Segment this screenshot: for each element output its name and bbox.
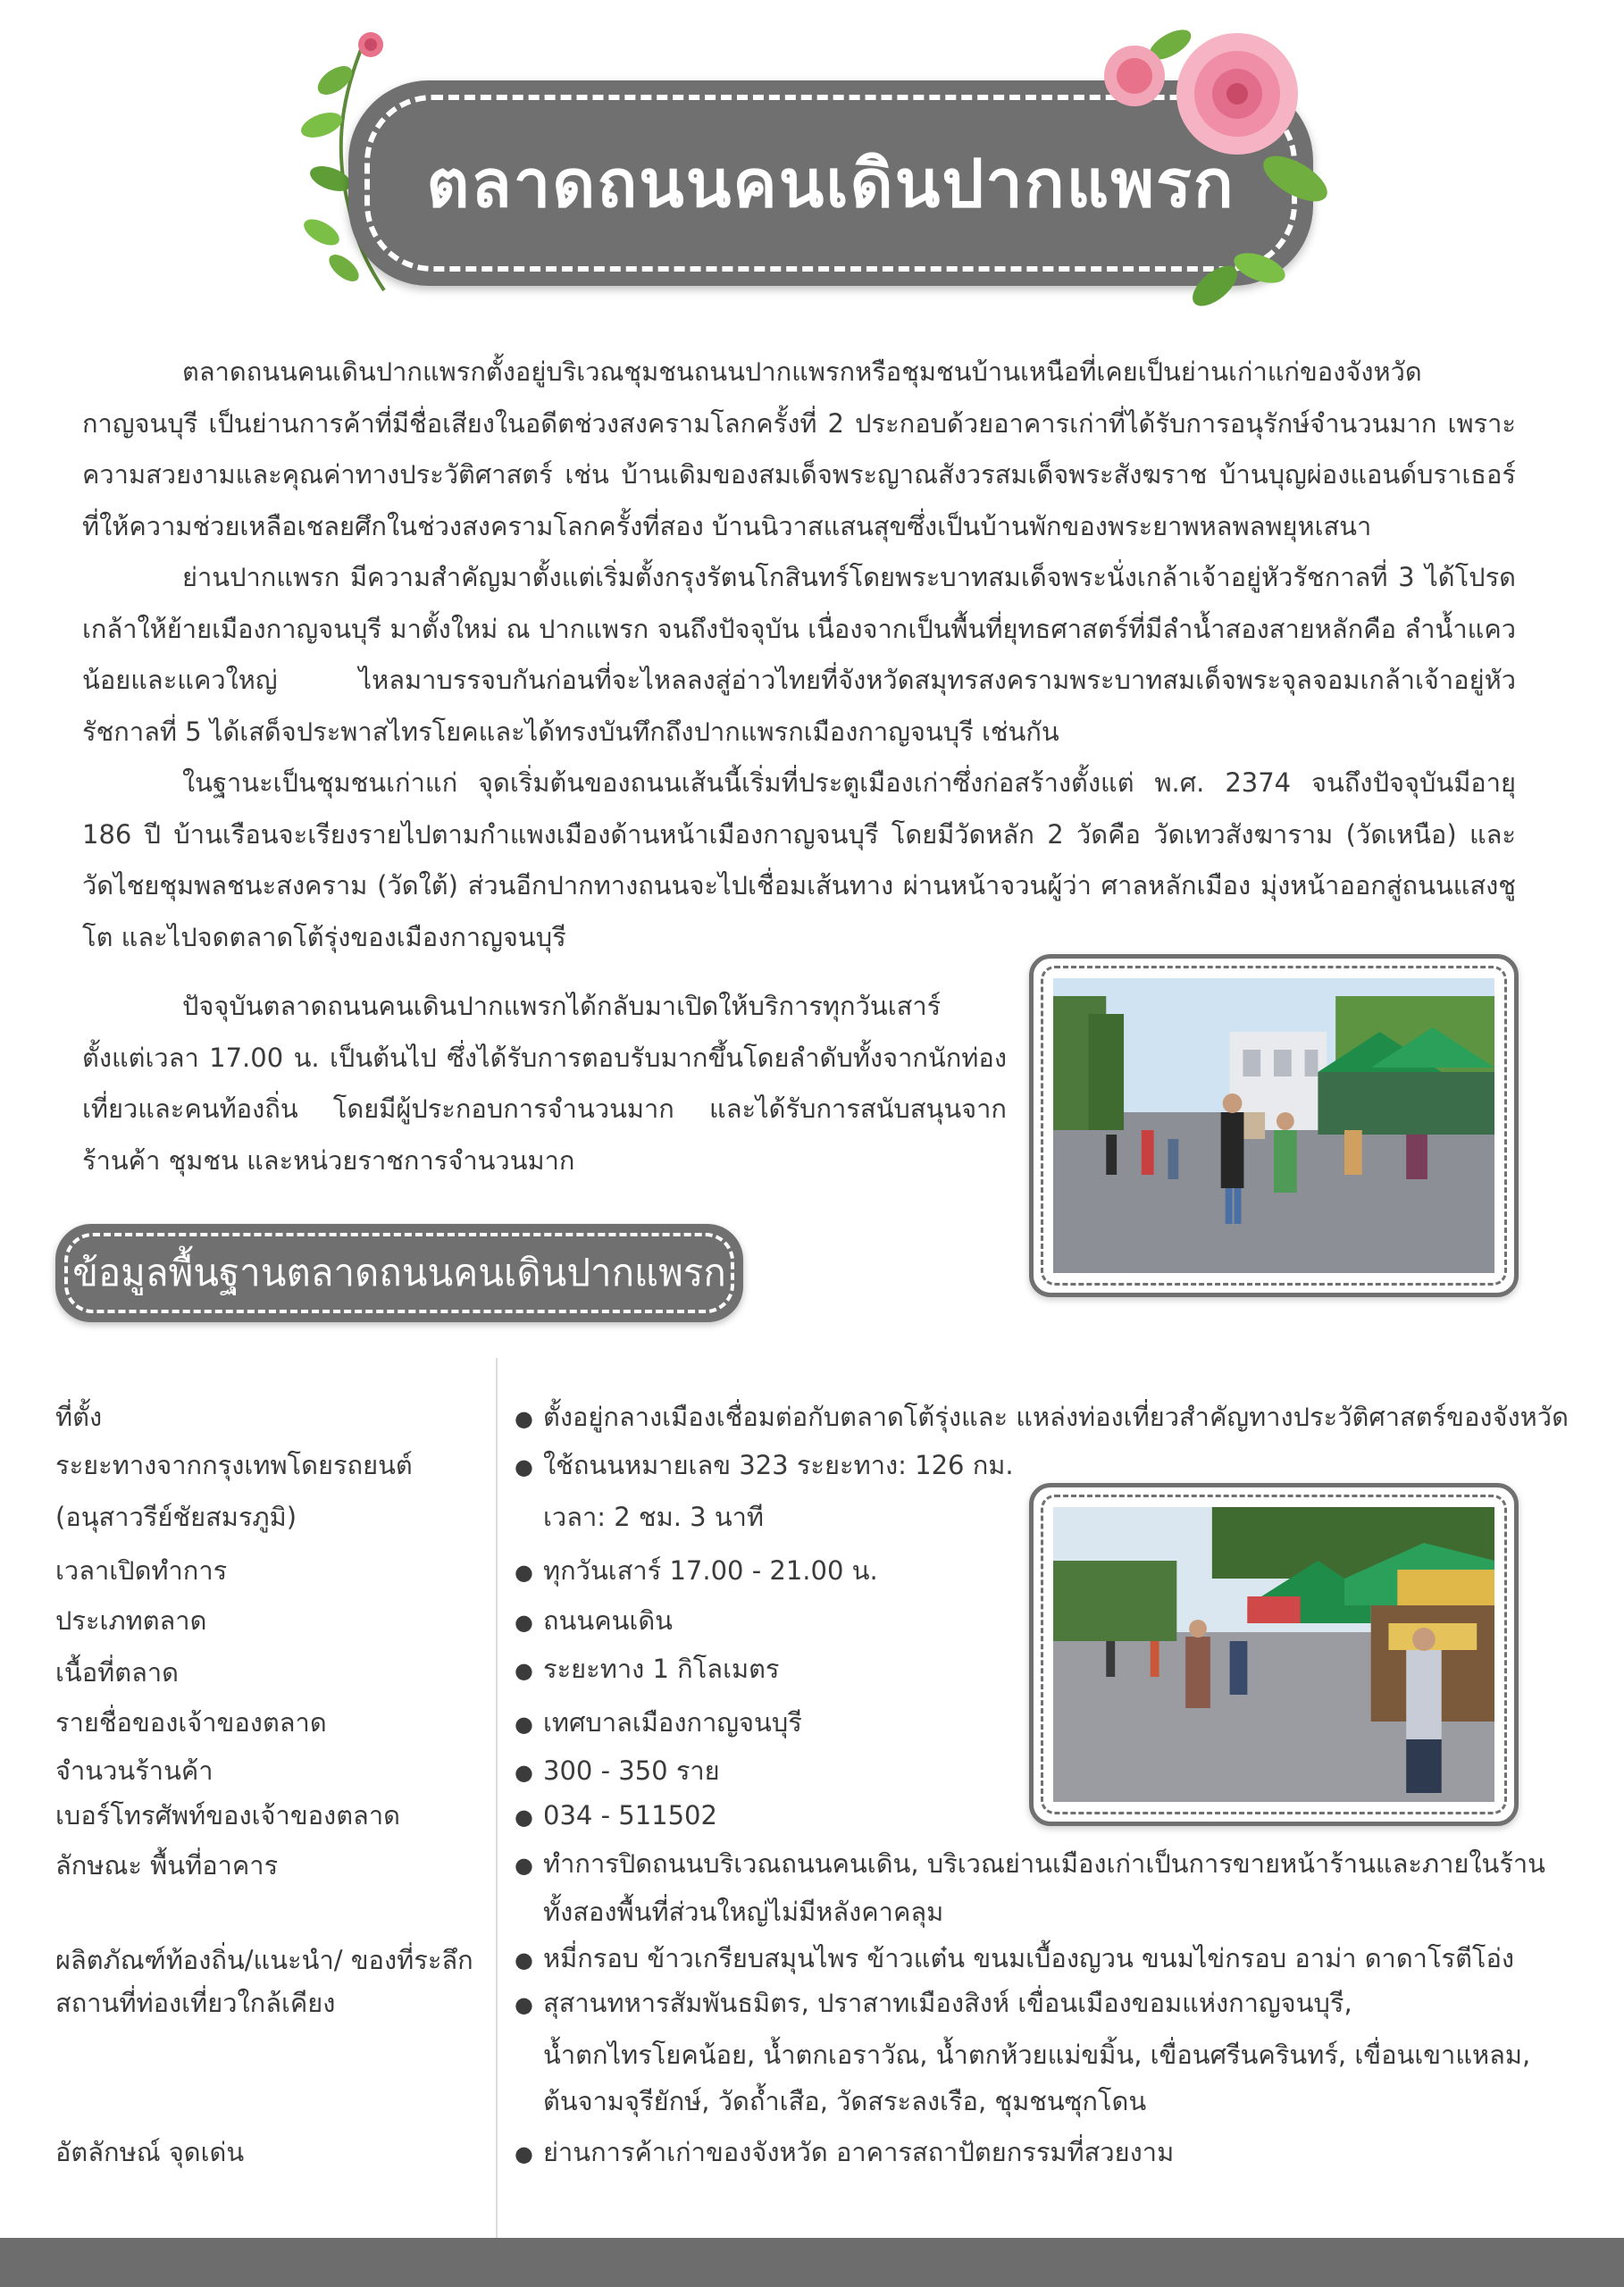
- footer-bar: [0, 2238, 1624, 2287]
- value-products: ● หมี่กรอบ ข้าวเกรียบสมุนไพร ข้าวแต๋น ขนมเบื้องญวน ขนมไข่กรอบ อาม่า ดาดาโรตีโอ่ง: [515, 1940, 1514, 1978]
- value-phone: ● 034 - 511502: [515, 1797, 717, 1835]
- label-distance-1: ระยะทางจากกรุงเทพโดยรถยนต์: [55, 1450, 413, 1480]
- current-status-text: [82, 981, 1007, 1186]
- bullet-icon: ●: [515, 1760, 533, 1785]
- paragraph-current: ปัจจุบันตลาดถนนคนเดินปากแพรกได้กลับมาเปิดให้บริการทุกวันเสาร์ ตั้งแต่เวลา 17.00 น. เป็นต้นไป ซึ่งได้รับการตอบรับมากขึ้นโดยลำดับทั้งจากนักท่องเที่ยวและคนท้องถิ่น โดยมีผู้ประกอบการจำนวนมาก และได้รับการสนับสนุนจาก ร้านค้า ชุมชน และหน่วยราชการจำนวนมาก: [82, 991, 1007, 1176]
- photo-frame-stalls: [1029, 1483, 1519, 1826]
- bullet-icon: ●: [515, 1560, 533, 1585]
- value-type: ● ถนนคนเดิน: [515, 1603, 673, 1640]
- bullet-icon: ●: [515, 1658, 533, 1683]
- bullet-icon: ●: [515, 1610, 533, 1635]
- paragraph-history: ตลาดถนนคนเดินปากแพรกตั้งอยู่บริเวณชุมชนถนนปากแพรกหรือชุมชนบ้านเหนือที่เคยเป็นย่านเก่าแก่ของจังหวัดกาญจนบุรี เป็นย่านการค้าที่มีชื่อเสียงในอดีตช่วงสงครามโลกครั้งที่ 2 ประกอบด้วยอาคารเก่าที่ได้รับการอนุรักษ์จำนวนมาก เพราะความสวยงามและคุณค่าทางประวัติศาสตร์ เช่น บ้านเดิมของสมเด็จพระญาณสังวรสมเด็จพระสังฆราช บ้านบุญผ่องแอนด์บราเธอร์ที่ให้ความช่วยเหลือเชลยศึกในช่วงสงครามโลกครั้งที่สอง บ้านนิวาสแสนสุขซึ่งเป็นบ้านพักของพระยาพหลพลพยุหเสนา: [82, 356, 1516, 541]
- table-divider: [496, 1358, 498, 2238]
- value-area: ● ระยะทาง 1 กิโลเมตร: [515, 1651, 780, 1688]
- value-building-1: ● ทำการปิดถนนบริเวณถนนคนเดิน, บริเวณย่านเมืองเก่าเป็นการขายหน้าร้านและภายในร้าน: [515, 1846, 1545, 1883]
- label-building: ลักษณะ พื้นที่อาคาร: [55, 1850, 279, 1881]
- bullet-icon: ●: [515, 1712, 533, 1737]
- value-nearby-1: ● สุสานทหารสัมพันธมิตร, ปราสาทเมืองสิงห์ เขื่อนเมืองขอมแห่งกาญจนบุรี,: [515, 1985, 1352, 2023]
- label-products: ผลิตภัณฑ์ท้องถิ่น/แนะนำ/ ของที่ระลึก: [55, 1945, 473, 1975]
- label-shops: จำนวนร้านค้า: [55, 1755, 213, 1786]
- bullet-icon: ●: [515, 1992, 533, 2017]
- label-area: เนื้อที่ตลาด: [55, 1657, 179, 1688]
- value-shops: ● 300 - 350 ราย: [515, 1753, 720, 1790]
- bullet-icon: ●: [515, 1406, 533, 1431]
- bullet-icon: ●: [515, 1805, 533, 1830]
- label-nearby: สถานที่ท่องเที่ยวใกล้เคียง: [55, 1988, 336, 2018]
- value-nearby-2: น้ำตกไทรโยคน้อย, น้ำตกเอราวัณ, น้ำตกห้วยแม่ขมิ้น, เขื่อนศรีนครินทร์, เขื่อนเขาแหลม,: [543, 2040, 1531, 2070]
- label-phone: เบอร์โทรศัพท์ของเจ้าของตลาด: [55, 1800, 400, 1830]
- label-hours: เวลาเปิดทำการ: [55, 1555, 228, 1586]
- label-owner: รายชื่อของเจ้าของตลาด: [55, 1707, 327, 1738]
- value-hours: ● ทุกวันเสาร์ 17.00 - 21.00 น.: [515, 1553, 878, 1590]
- paragraph-significance: ย่านปากแพรก มีความสำคัญมาตั้งแต่เริ่มตั้งกรุงรัตนโกสินทร์โดยพระบาทสมเด็จพระนั่งเกล้าเจ้าอยู่หัวรัชกาลที่ 3 ได้โปรดเกล้าให้ย้ายเมืองกาญจนบุรี มาตั้งใหม่ ณ ปากแพรก จนถึงปัจจุบัน เนื่องจากเป็นพื้นที่ยุทธศาสตร์ที่มีลำน้ำสองสายหลักคือ ลำน้ำแควน้อยและแควใหญ่ ไหลมาบรรจบกันก่อนที่จะไหลลงสู่อ่าวไทยที่จังหวัดสมุทรสงครามพระบาทสมเด็จพระจุลจอมเกล้าเจ้าอยู่หัวรัชกาลที่ 5 ได้เสด็จประพาสไทรโยคและได้ทรงบันทึกถึงปากแพรกเมืองกาญจนบุรี เช่นกัน: [82, 562, 1516, 747]
- rose-right-icon: [1072, 27, 1367, 322]
- label-distance-2: (อนุสาวรีย์ชัยสมรภูมิ): [55, 1502, 297, 1532]
- bullet-icon: ●: [515, 1948, 533, 1973]
- label-identity: อัตลักษณ์ จุดเด่น: [55, 2137, 245, 2167]
- section-header-basic-info: [55, 1224, 743, 1322]
- page-title: ตลาดถนนคนเดินปากแพรก: [426, 146, 1235, 222]
- photo-frame-street: [1029, 954, 1519, 1297]
- bullet-icon: ●: [515, 2141, 533, 2166]
- value-identity: ● ย่านการค้าเก่าของจังหวัด อาคารสถาปัตยกรรมที่สวยงาม: [515, 2134, 1174, 2172]
- paragraph-community: ในฐานะเป็นชุมชนเก่าแก่ จุดเริ่มต้นของถนนเส้นนี้เริ่มที่ประตูเมืองเก่าซึ่งก่อสร้างตั้งแต่ พ.ศ. 2374 จนถึงปัจจุบันมีอายุ 186 ปี บ้านเรือนจะเรียงรายไปตามกำแพงเมืองด้านหน้าเมืองกาญจนบุรี โดยมีวัดหลัก 2 วัดคือ วัดเทวสังฆาราม (วัดเหนือ) และ วัดไชยชุมพลชนะสงคราม (วัดใต้) ส่วนอีกปากทางถนนจะไปเชื่อมเส้นทาง ผ่านหน้าจวนผู้ว่า ศาลหลักเมือง มุ่งหน้าออกสู่ถนนแสงชูโต และไปจดตลาดโต้รุ่งของเมืองกาญจนบุรี: [82, 767, 1516, 952]
- title-banner-area: [304, 27, 1358, 331]
- label-type: ประเภทตลาด: [55, 1605, 207, 1636]
- intro-text: [82, 347, 1516, 963]
- bullet-icon: ●: [515, 1454, 533, 1479]
- bullet-icon: ●: [515, 1853, 533, 1878]
- value-location: ● ตั้งอยู่กลางเมืองเชื่อมต่อกับตลาดโต้รุ่งและ แหล่งท่องเที่ยวสำคัญทางประวัติศาสตร์ของจังหวัด: [515, 1399, 1569, 1437]
- street-market-photo: [1053, 978, 1494, 1273]
- market-stalls-photo: [1053, 1507, 1494, 1802]
- value-distance-2: เวลา: 2 ชม. 3 นาที: [543, 1502, 765, 1532]
- value-distance-1: ● ใช้ถนนหมายเลข 323 ระยะทาง: 126 กม.: [515, 1447, 1014, 1485]
- label-location: ที่ตั้ง: [55, 1402, 103, 1432]
- value-owner: ● เทศบาลเมืองกาญจนบุรี: [515, 1705, 802, 1742]
- value-nearby-3: ต้นจามจุรียักษ์, วัดถ้ำเสือ, วัดสระลงเรือ, ชุมชนซุกโดน: [543, 2086, 1147, 2116]
- section-title: ข้อมูลพื้นฐานตลาดถนนคนเดินปากแพรก: [72, 1251, 726, 1294]
- value-building-2: ทั้งสองพื้นที่ส่วนใหญ่ไม่มีหลังคาคลุม: [543, 1897, 944, 1927]
